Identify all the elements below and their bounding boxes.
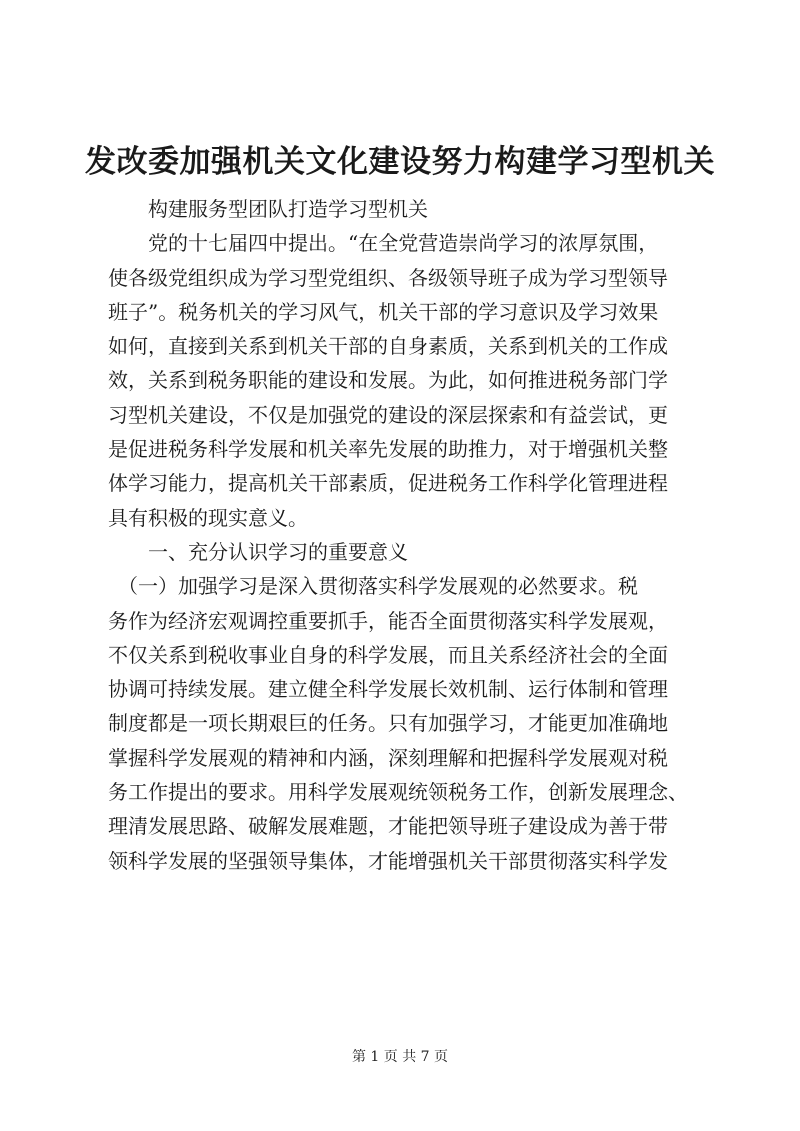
body-line: 构建服务型团队打造学习型机关 xyxy=(108,197,428,221)
body-line: 具有积极的现实意义。 xyxy=(108,505,308,530)
body-line: 协调可持续发展。建立健全科学发展长效机制、运行体制和管理 xyxy=(108,677,668,702)
body-line: 制度都是一项长期艰巨的任务。只有加强学习，才能更加准确地 xyxy=(108,711,668,736)
section-heading: 一、充分认识学习的重要意义 xyxy=(108,539,408,564)
body-line: 效，关系到税务职能的建设和发展。为此，如何推进税务部门学 xyxy=(108,368,668,393)
body-line: 理清发展思路、破解发展难题，才能把领导班子建设成为善于带 xyxy=(108,814,668,839)
page-footer: 第 1 页 共 7 页 xyxy=(351,1049,449,1065)
body-line: 掌握科学发展观的精神和内涵，深刻理解和把握科学发展观对税 xyxy=(108,745,668,770)
body-line: 如何，直接到关系到机关干部的自身素质，关系到机关的工作成 xyxy=(108,334,668,359)
body-line: 党的十七届四中提出。“在全党营造崇尚学习的浓厚氛围， xyxy=(108,231,659,256)
body-line: （一）加强学习是深入贯彻落实科学发展观的必然要求。税 xyxy=(108,574,638,599)
document-title: 发改委加强机关文化建设努力构建学习型机关 xyxy=(85,144,715,180)
body-line: 务工作提出的要求。用科学发展观统领税务工作，创新发展理念、 xyxy=(108,780,688,805)
body-line: 是促进税务科学发展和机关率先发展的助推力，对于增强机关整 xyxy=(108,437,668,462)
body-line: 班子”。税务机关的学习风气，机关干部的学习意识及学习效果 xyxy=(108,299,659,324)
document-body xyxy=(108,192,708,878)
body-line: 务作为经济宏观调控重要抓手，能否全面贯彻落实科学发展观， xyxy=(108,608,668,633)
body-line: 使各级党组织成为学习型党组织、各级领导班子成为学习型领导 xyxy=(108,265,668,290)
body-line: 习型机关建设，不仅是加强党的建设的深层探索和有益尝试，更 xyxy=(108,402,668,427)
body-line: 不仅关系到税收事业自身的科学发展，而且关系经济社会的全面 xyxy=(108,642,668,667)
body-line: 领科学发展的坚强领导集体，才能增强机关干部贯彻落实科学发 xyxy=(108,848,668,873)
body-line: 体学习能力，提高机关干部素质，促进税务工作科学化管理进程 xyxy=(108,471,668,496)
